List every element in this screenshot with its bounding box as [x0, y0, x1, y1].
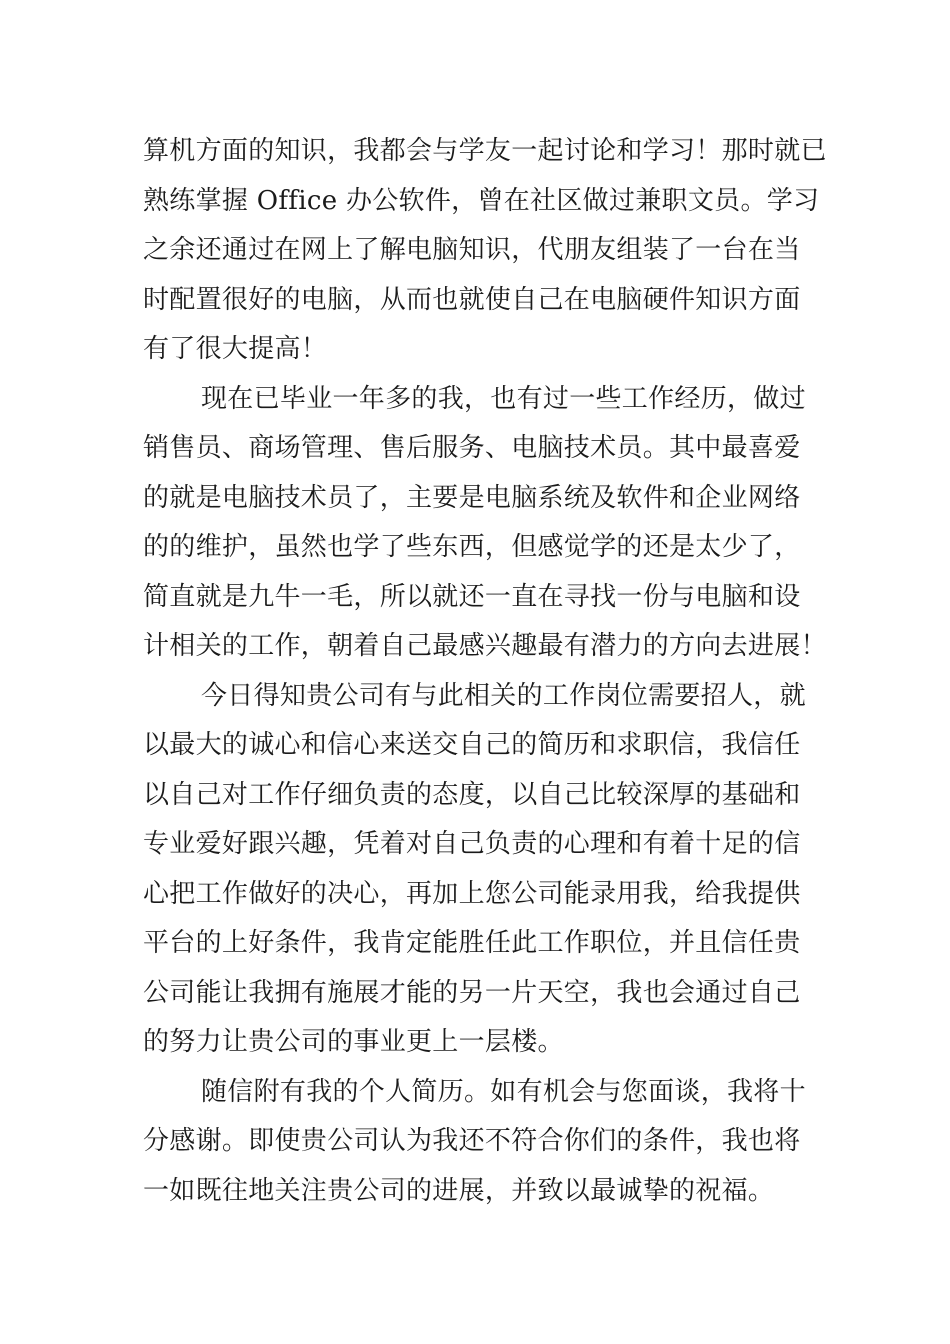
text-line: 计相关的工作，朝着自己最感兴趣最有潜力的方向去进展！	[143, 631, 827, 661]
text-line: 算机方面的知识，我都会与学友一起讨论和学习！那时就已	[143, 136, 827, 166]
text-line: 随信附有我的个人简历。如有机会与您面谈，我将十	[201, 1076, 806, 1107]
text-line: 的就是电脑技术员了，主要是电脑系统及软件和企业网络	[143, 482, 801, 513]
text-line: 的的维护，虽然也学了些东西，但感觉学的还是太少了，	[143, 532, 801, 562]
paragraph-1	[143, 127, 827, 375]
letter-body	[143, 127, 827, 1216]
text-line: 今日得知贵公司有与此相关的工作岗位需要招人，就	[201, 680, 806, 711]
text-line: 专业爱好跟兴趣，凭着对自己负责的心理和有着十足的信	[143, 829, 801, 859]
text-line: 现在已毕业一年多的我，也有过一些工作经历，做过	[201, 383, 806, 414]
text-line: 熟练掌握 Office 办公软件，曾在社区做过兼职文员。学习	[143, 185, 820, 216]
text-line: 时配置很好的电脑，从而也就使自己在电脑硬件知识方面	[143, 284, 801, 315]
text-line: 以最大的诚心和信心来送交自己的简历和求职信，我信任	[143, 730, 801, 760]
paragraph-2	[143, 375, 827, 672]
text-line: 销售员、商场管理、售后服务、电脑技术员。其中最喜爱	[143, 433, 801, 463]
text-line: 一如既往地关注贵公司的进展，并致以最诚挚的祝福。	[143, 1175, 775, 1206]
paragraph-3	[143, 672, 813, 1068]
text-line: 心把工作做好的决心，再加上您公司能录用我，给我提供	[143, 878, 801, 909]
text-line: 简直就是九牛一毛，所以就还一直在寻找一份与电脑和设	[143, 581, 801, 612]
text-line: 以自己对工作仔细负责的态度，以自己比较深厚的基础和	[143, 779, 801, 810]
text-line: 的努力让贵公司的事业更上一层楼。	[143, 1027, 564, 1057]
text-line: 之余还通过在网上了解电脑知识，代朋友组装了一台在当	[143, 235, 801, 265]
text-line: 有了很大提高！	[143, 334, 328, 364]
text-line: 公司能让我拥有施展才能的另一片天空，我也会通过自己	[143, 977, 801, 1008]
paragraph-4	[143, 1068, 813, 1217]
text-line: 平台的上好条件，我肯定能胜任此工作职位，并且信任贵	[143, 928, 801, 958]
text-line: 分感谢。即使贵公司认为我还不符合你们的条件，我也将	[143, 1126, 801, 1156]
